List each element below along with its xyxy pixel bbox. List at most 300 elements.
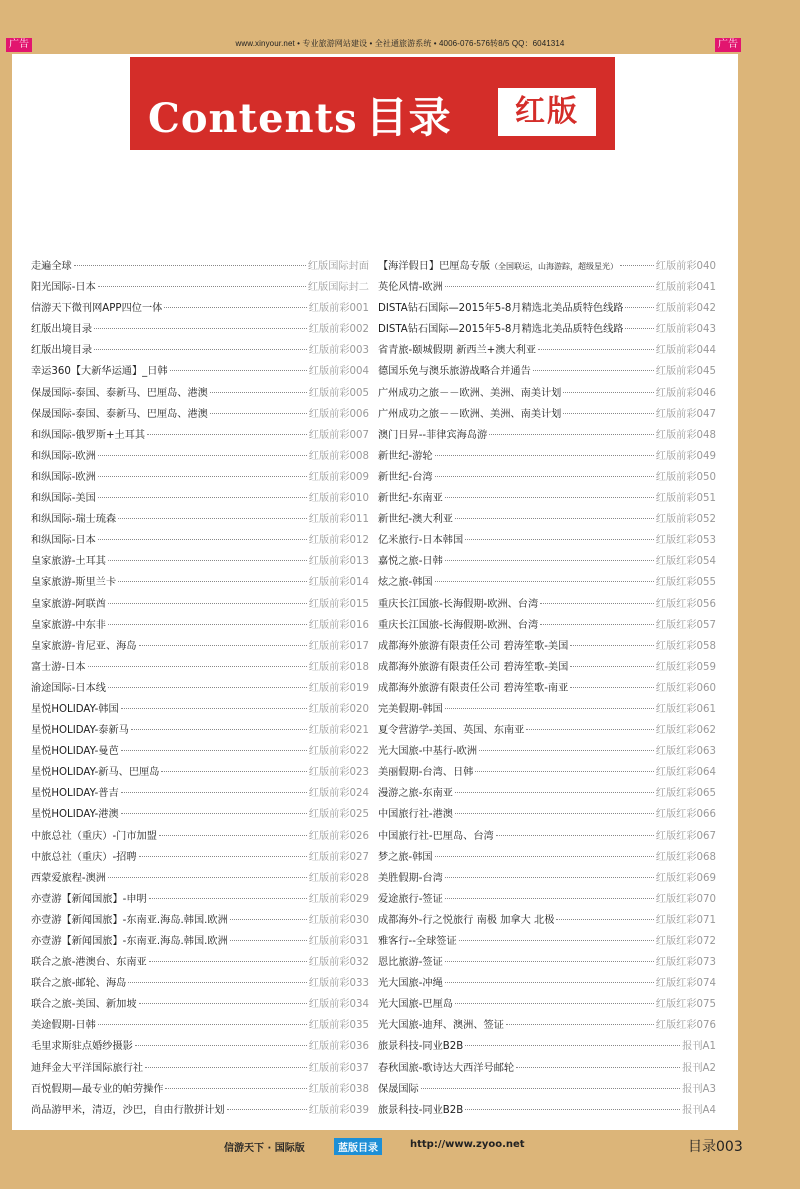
toc-entry[interactable] [378, 804, 716, 825]
dot-leader [121, 813, 307, 814]
toc-entry[interactable] [378, 636, 716, 657]
dot-leader [445, 877, 654, 878]
toc-entry-title: 和纵国际-欧洲 [31, 471, 96, 483]
toc-entry[interactable] [31, 910, 369, 931]
toc-entry-page: 红版红彩067 [655, 830, 716, 842]
dot-leader [88, 666, 307, 667]
dot-leader [74, 265, 306, 266]
toc-entry-title: 和纵国际-俄罗斯+土耳其 [31, 429, 146, 441]
toc-entry[interactable] [378, 1036, 716, 1057]
dot-leader [538, 349, 654, 350]
toc-entry[interactable] [378, 994, 716, 1015]
toc-entry[interactable] [31, 530, 369, 551]
toc-entry[interactable] [31, 340, 369, 361]
toc-entry[interactable] [378, 319, 716, 340]
toc-entry[interactable] [378, 973, 716, 994]
toc-entry[interactable] [378, 741, 716, 762]
toc-entry[interactable] [31, 720, 369, 741]
toc-entry-title: 星悦HOLIDAY-港澳 [31, 809, 119, 821]
toc-entry[interactable] [378, 1015, 716, 1036]
toc-entry-title: 恩比旅游-签证 [378, 957, 443, 969]
toc-entry-title: 和纵国际-欧洲 [31, 450, 96, 462]
dot-leader [465, 1045, 680, 1046]
toc-entry-page: 红版国际封二 [307, 282, 369, 294]
toc-entry-page: 红版红彩056 [655, 598, 716, 610]
toc-entry-title: 爱途旅行-签证 [378, 893, 443, 905]
toc-entry-page: 红版红彩076 [655, 1020, 716, 1032]
dot-leader [118, 518, 307, 519]
toc-entry-page: 红版前彩045 [655, 366, 716, 378]
toc-entry-page: 红版前彩025 [308, 809, 369, 821]
header-contact-line: www.xinyour.net • 专业旅游网站建设 • 全社通旅游系统 • 4006-076-576转8/5 QQ：6041314 [235, 39, 565, 48]
toc-entry-title: 皇家旅游-土耳其 [31, 556, 106, 568]
toc-entry[interactable] [31, 699, 369, 720]
toc-entry-page: 红版前彩043 [655, 324, 716, 336]
toc-entry-page: 红版前彩052 [655, 514, 716, 526]
toc-entry[interactable] [378, 594, 716, 615]
dot-leader [435, 476, 654, 477]
dot-leader [496, 835, 654, 836]
toc-entry-title: 亦壹游【新闻国旅】-申明 [31, 893, 147, 905]
toc-entry-title: 雅客行--全球签证 [378, 936, 457, 947]
dot-leader [161, 771, 306, 772]
toc-entry-title: 阳光国际-日本 [31, 282, 96, 294]
dot-leader [149, 961, 307, 962]
toc-entry[interactable] [31, 1015, 369, 1036]
toc-entry-title: 省青旅-颐城假期 新西兰+澳大利亚 [378, 345, 537, 357]
toc-entry[interactable] [31, 425, 369, 446]
toc-entry-title: 亦壹游【新闻国旅】-东南亚.海岛.韩国.欧洲 [31, 914, 228, 926]
toc-entry-title: 渝途国际-日本线 [31, 682, 106, 694]
toc-entry[interactable] [31, 678, 369, 699]
dot-leader [108, 877, 307, 878]
toc-entry[interactable] [378, 277, 716, 298]
toc-entry-title: 新世纪-游轮 [378, 450, 433, 462]
dot-leader [516, 1067, 680, 1068]
toc-entry-title: 联合之旅-港澳台、东南亚 [31, 957, 147, 969]
toc-right-column [378, 256, 716, 1121]
toc-entry-page: 红版国际封面 [307, 261, 369, 272]
toc-entry-title: 和纵国际-日本 [31, 535, 96, 547]
toc-entry-page: 红版红彩059 [655, 661, 716, 673]
toc-entry-title: 联合之旅-邮轮、海岛 [31, 978, 127, 990]
toc-entry-page: 红版前彩034 [308, 999, 369, 1011]
toc-entry-title: 嘉悦之旅-日韩 [378, 556, 443, 568]
dot-leader [445, 497, 654, 498]
toc-entry[interactable] [378, 404, 716, 425]
toc-entry[interactable] [378, 509, 716, 530]
toc-entry-page: 红版前彩044 [655, 345, 716, 357]
toc-entry-title: 红版出境目录 [31, 324, 93, 336]
toc-entry-page: 红版前彩049 [655, 450, 716, 462]
toc-entry[interactable] [31, 973, 369, 994]
dot-leader [465, 1109, 680, 1110]
toc-entry[interactable] [31, 1100, 369, 1121]
toc-entry-page: 红版前彩033 [308, 978, 369, 990]
toc-entry[interactable] [31, 467, 369, 488]
toc-entry-page: 红版前彩050 [655, 471, 716, 483]
toc-entry[interactable] [31, 572, 369, 593]
toc-entry[interactable] [378, 910, 716, 931]
toc-entry-title: 皇家旅游-阿联酋 [31, 598, 106, 610]
toc-entry-title: 光大国旅-冲绳 [378, 978, 443, 990]
toc-entry-page: 红版前彩016 [308, 619, 369, 631]
toc-entry-page: 红版前彩021 [308, 725, 369, 737]
toc-entry-title: 幸运360【大新华运通】_日韩 [31, 366, 168, 378]
toc-entry-title: 光大国旅-迪拜、澳洲、签证 [378, 1020, 504, 1032]
toc-entry[interactable] [378, 868, 716, 889]
dot-leader [108, 560, 307, 561]
toc-entry-title: 澳门日昇--菲律宾海岛游 [378, 429, 488, 441]
dot-leader [165, 1088, 306, 1089]
toc-entry[interactable] [31, 488, 369, 509]
dot-leader [98, 286, 306, 287]
dot-leader [489, 434, 654, 435]
toc-entry[interactable] [378, 931, 716, 952]
toc-entry[interactable] [378, 425, 716, 446]
toc-entry-title: DISTA钻石国际—2015年5-8月精选北美品质特色线路 [378, 324, 624, 336]
toc-entry-note: （全国联运，山海游踪，超级星光） [490, 262, 619, 271]
toc-entry-title: 毛里求斯驻点婚纱摄影 [31, 1041, 133, 1053]
dot-leader [98, 497, 307, 498]
toc-entry[interactable] [31, 615, 369, 636]
toc-entry[interactable] [31, 889, 369, 910]
toc-entry[interactable] [378, 551, 716, 572]
toc-entry-page: 红版红彩072 [655, 936, 716, 947]
toc-entry-title: 星悦HOLIDAY-普吉 [31, 788, 119, 800]
toc-entry-page: 红版红彩061 [655, 703, 716, 715]
toc-entry[interactable] [31, 804, 369, 825]
toc-entry[interactable] [378, 826, 716, 847]
toc-entry-page: 红版前彩036 [308, 1041, 369, 1053]
dot-leader [210, 392, 307, 393]
dot-leader [121, 750, 307, 751]
toc-entry[interactable] [378, 256, 716, 277]
toc-entry[interactable] [378, 762, 716, 783]
toc-entry-title: 走遍全球 [31, 261, 72, 272]
dot-leader [533, 370, 654, 371]
toc-entry[interactable] [31, 319, 369, 340]
top-bar [0, 0, 800, 54]
toc-entry-page: 红版前彩012 [308, 535, 369, 547]
dot-leader [210, 413, 307, 414]
toc-entry-title: 星悦HOLIDAY-泰新马 [31, 725, 129, 737]
toc-entry-page: 红版前彩039 [308, 1104, 369, 1116]
dot-leader [570, 645, 654, 646]
toc-entry-title: 保晟国际-泰国、泰新马、巴厘岛、港澳 [31, 387, 208, 399]
toc-entry-title: 尚品游甲米，清迈，沙巴，自由行散拼计划 [31, 1104, 225, 1116]
toc-entry[interactable] [378, 530, 716, 551]
toc-entry-page: 红版前彩002 [308, 324, 369, 336]
toc-entry-title: 亦壹游【新闻国旅】-东南亚.海岛.韩国.欧洲 [31, 936, 228, 947]
footer-badge: 蓝版目录 [334, 1138, 382, 1155]
toc-entry-page: 红版红彩065 [655, 788, 716, 800]
dot-leader [445, 286, 654, 287]
toc-entry[interactable] [31, 1058, 369, 1079]
toc-entry-page: 红版前彩035 [308, 1020, 369, 1032]
toc-entry-title: 光大国旅-中基行-欧洲 [378, 746, 478, 758]
dot-leader [98, 539, 307, 540]
toc-entry-title: 广州成功之旅－－欧洲、美洲、南美计划 [378, 387, 562, 399]
toc-entry[interactable] [378, 1058, 716, 1079]
toc-entry-page: 红版红彩063 [655, 746, 716, 758]
dot-leader [128, 982, 306, 983]
toc-entry[interactable] [378, 467, 716, 488]
toc-entry[interactable] [31, 826, 369, 847]
toc-entry-title: 重庆长江国旅-长海假期-欧洲、台湾 [378, 598, 539, 610]
dot-leader [435, 455, 654, 456]
toc-entry[interactable] [31, 657, 369, 678]
toc-entry-page: 红版前彩003 [308, 345, 369, 357]
toc-entry[interactable] [378, 361, 716, 382]
dot-leader [455, 813, 654, 814]
toc-entry[interactable] [31, 1036, 369, 1057]
toc-entry-page: 红版前彩023 [308, 767, 369, 779]
dot-leader [479, 750, 654, 751]
toc-entry[interactable] [31, 636, 369, 657]
toc-entry[interactable] [378, 615, 716, 636]
toc-entry[interactable] [378, 720, 716, 741]
dot-leader [445, 708, 654, 709]
toc-entry-page: 红版红彩054 [655, 556, 716, 568]
toc-entry-page: 红版前彩018 [308, 661, 369, 673]
toc-entry-title: 漫游之旅-东南亚 [378, 788, 453, 800]
dot-leader [526, 729, 653, 730]
toc-entry-title: 联合之旅-美国、新加坡 [31, 999, 137, 1011]
dot-leader [121, 792, 307, 793]
toc-entry-page: 红版前彩027 [308, 851, 369, 863]
toc-entry-title: 星悦HOLIDAY-韩国 [31, 703, 119, 715]
dot-leader [625, 328, 653, 329]
toc-entry-page: 红版红彩060 [655, 682, 716, 694]
toc-entry[interactable] [378, 572, 716, 593]
toc-entry[interactable] [378, 298, 716, 319]
toc-entry-page: 红版前彩006 [308, 408, 369, 420]
contents-banner [130, 57, 615, 150]
toc-entry-title: 英伦风情-欧洲 [378, 282, 443, 294]
dot-leader [506, 1024, 654, 1025]
toc-entry-page: 红版前彩001 [308, 303, 369, 315]
dot-leader [164, 307, 306, 308]
toc-entry[interactable] [31, 1079, 369, 1100]
title-english: Contents [148, 95, 358, 142]
toc-entry-page: 红版前彩041 [655, 282, 716, 294]
toc-entry-page: 红版红彩074 [655, 978, 716, 990]
toc-entry-title: 成都海外旅游有限责任公司 碧涛笙歌-美国 [378, 661, 569, 673]
dot-leader [465, 539, 654, 540]
footer-url[interactable]: http://www.zyoo.net [410, 1139, 525, 1150]
toc-entry-page: 红版前彩020 [308, 703, 369, 715]
toc-entry-page: 红版前彩042 [655, 303, 716, 315]
dot-leader [139, 856, 307, 857]
dot-leader [459, 940, 654, 941]
toc-entry-page: 红版红彩066 [655, 809, 716, 821]
dot-leader [435, 856, 654, 857]
footer-bar [0, 1130, 800, 1160]
toc-entry-page: 红版前彩026 [308, 830, 369, 842]
dot-leader [540, 624, 654, 625]
toc-entry-title: 旅景科技-同业B2B [378, 1041, 464, 1053]
toc-entry[interactable] [31, 277, 369, 298]
toc-entry-page: 报刊A4 [682, 1104, 716, 1116]
dot-leader [108, 687, 307, 688]
dot-leader [98, 476, 307, 477]
toc-entry[interactable] [378, 783, 716, 804]
toc-entry-page: 红版前彩011 [308, 514, 369, 526]
dot-leader [147, 434, 307, 435]
toc-entry[interactable] [31, 256, 369, 277]
toc-entry-page: 红版前彩031 [308, 936, 369, 947]
toc-entry-page: 红版前彩013 [308, 556, 369, 568]
toc-entry-title: DISTA钻石国际—2015年5-8月精选北美品质特色线路 [378, 303, 624, 315]
toc-entry[interactable] [31, 404, 369, 425]
dot-leader [445, 961, 654, 962]
toc-entry-title: 迪拜金大平洋国际旅行社 [31, 1062, 144, 1074]
dot-leader [230, 919, 307, 920]
toc-entry[interactable] [378, 699, 716, 720]
toc-entry-page: 红版前彩017 [308, 640, 369, 652]
toc-entry-title: 和纵国际-瑞士琉森 [31, 514, 117, 526]
dot-leader [159, 835, 307, 836]
toc-entry[interactable] [31, 847, 369, 868]
toc-entry-page: 红版红彩069 [655, 872, 716, 884]
toc-entry-page: 红版前彩007 [308, 429, 369, 441]
toc-entry[interactable] [31, 361, 369, 382]
toc-entry-page: 红版红彩064 [655, 767, 716, 779]
dot-leader [108, 603, 307, 604]
toc-entry-title: 星悦HOLIDAY-新马、巴厘岛 [31, 767, 160, 779]
toc-entry-title: 梦之旅-韩国 [378, 851, 433, 863]
toc-entry-page: 红版红彩057 [655, 619, 716, 631]
toc-entry-page: 红版前彩010 [308, 493, 369, 505]
toc-entry[interactable] [378, 340, 716, 361]
dot-leader [149, 898, 307, 899]
dot-leader [435, 581, 654, 582]
title-chinese: 目录 [365, 93, 452, 142]
toc-entry-title: 中国旅行社-巴厘岛、台湾 [378, 830, 494, 842]
toc-entry[interactable] [31, 594, 369, 615]
toc-entry-title: 夏令营游学-美国、英国、东南亚 [378, 725, 525, 737]
toc-entry[interactable] [378, 657, 716, 678]
toc-entry[interactable] [378, 1079, 716, 1100]
toc-entry[interactable] [31, 298, 369, 319]
toc-entry[interactable] [31, 952, 369, 973]
toc-entry[interactable] [31, 741, 369, 762]
toc-entry-page: 红版前彩028 [308, 872, 369, 884]
dot-leader [108, 624, 307, 625]
toc-entry-title: 西蒙爱旅程-澳洲 [31, 872, 106, 884]
toc-entry-page: 红版前彩029 [308, 893, 369, 905]
dot-leader [455, 792, 654, 793]
toc-entry-title: 光大国旅-巴厘岛 [378, 999, 453, 1011]
toc-entry-title: 百悦假期—最专业的帕劳操作 [31, 1083, 164, 1095]
footer-brand: 信游天下 · 国际版 [224, 1143, 305, 1154]
toc-entry-page: 红版红彩053 [655, 535, 716, 547]
toc-entry[interactable] [31, 783, 369, 804]
toc-entry-title: 春秋国旅-歌诗达大西洋号邮轮 [378, 1062, 515, 1074]
toc-entry-page: 红版前彩038 [308, 1083, 369, 1095]
toc-entry[interactable] [378, 383, 716, 404]
toc-entry-page: 红版前彩024 [308, 788, 369, 800]
toc-entry-page: 红版前彩047 [655, 408, 716, 420]
dot-leader [625, 307, 653, 308]
toc-entry[interactable] [378, 488, 716, 509]
toc-entry[interactable] [378, 446, 716, 467]
toc-entry[interactable] [31, 994, 369, 1015]
toc-entry[interactable] [31, 383, 369, 404]
toc-entry[interactable] [31, 762, 369, 783]
toc-entry-title: 广州成功之旅－－欧洲、美洲、南美计划 [378, 408, 562, 420]
toc-entry-page: 红版前彩048 [655, 429, 716, 441]
toc-entry[interactable] [378, 847, 716, 868]
toc-entry-page: 红版红彩068 [655, 851, 716, 863]
dot-leader [563, 392, 653, 393]
toc-entry[interactable] [31, 551, 369, 572]
toc-entry[interactable] [378, 952, 716, 973]
toc-entry-page: 红版前彩037 [308, 1062, 369, 1074]
dot-leader [445, 898, 654, 899]
toc-entry-page: 红版前彩009 [308, 471, 369, 483]
dot-leader [227, 1109, 307, 1110]
toc-entry[interactable] [378, 1100, 716, 1121]
toc-entry-page: 红版前彩022 [308, 746, 369, 758]
toc-entry-page: 红版前彩015 [308, 598, 369, 610]
toc-entry[interactable] [31, 868, 369, 889]
toc-entry-page: 红版前彩051 [655, 493, 716, 505]
footer-page-number: 目录003 [688, 1139, 743, 1155]
dot-leader [475, 771, 653, 772]
toc-entry-page: 红版前彩032 [308, 957, 369, 969]
toc-entry-page: 红版前彩014 [308, 577, 369, 589]
dot-leader [620, 265, 654, 266]
toc-entry-title: 和纵国际-美国 [31, 493, 96, 505]
toc-entry-title: 亿米旅行-日本韩国 [378, 535, 464, 547]
toc-entry-title: 旅景科技-同业B2B [378, 1104, 464, 1116]
toc-entry-page: 红版前彩004 [308, 366, 369, 378]
toc-entry-title: 美途假期-日韩 [31, 1020, 96, 1032]
dot-leader [455, 1003, 654, 1004]
toc-entry-title: 成都海外旅游有限责任公司 碧涛笙歌-美国 [378, 640, 569, 652]
dot-leader [139, 645, 307, 646]
toc-entry-page: 红版前彩030 [308, 914, 369, 926]
toc-entry-title: 星悦HOLIDAY-曼芭 [31, 746, 119, 758]
dot-leader [121, 708, 307, 709]
toc-entry[interactable] [378, 889, 716, 910]
toc-entry[interactable] [378, 678, 716, 699]
toc-entry-page: 报刊A2 [682, 1062, 716, 1074]
toc-entry-title: 信游天下微刊网APP四位一体 [31, 303, 163, 315]
dot-leader [445, 560, 654, 561]
toc-entry[interactable] [31, 446, 369, 467]
toc-entry-page: 红版红彩058 [655, 640, 716, 652]
toc-entry-title: 美丽假期-台湾、日韩 [378, 767, 474, 779]
page-title [148, 85, 452, 145]
toc-entry-title: 皇家旅游-肯尼亚、海岛 [31, 640, 137, 652]
toc-entry-title: 完美假期-韩国 [378, 703, 443, 715]
toc-entry-title: 皇家旅游-中东非 [31, 619, 106, 631]
dot-leader [445, 982, 654, 983]
toc-entry-title: 中旅总社（重庆）-门市加盟 [31, 830, 157, 842]
toc-entry-page: 红版红彩070 [655, 893, 716, 905]
edition-label: 红版 [498, 88, 596, 136]
toc-entry-page: 红版红彩062 [655, 725, 716, 737]
dot-leader [131, 729, 307, 730]
dot-leader [570, 666, 654, 667]
toc-entry[interactable] [31, 931, 369, 952]
toc-entry[interactable] [31, 509, 369, 530]
toc-entry-page: 报刊A3 [682, 1083, 716, 1095]
toc-entry-page: 红版前彩019 [308, 682, 369, 694]
